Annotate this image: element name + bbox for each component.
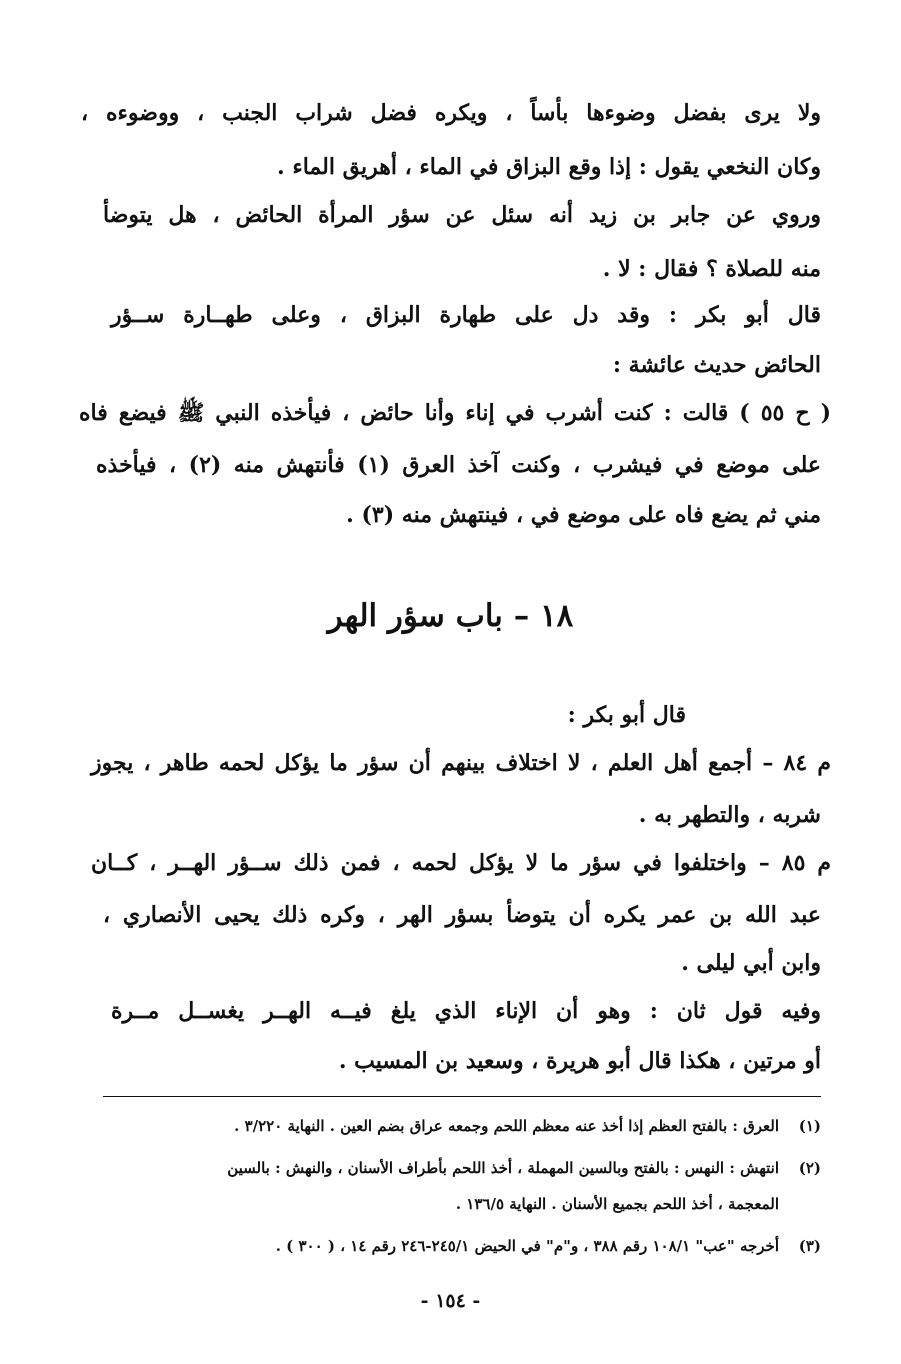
masala-line: م ٨٥ – واختلفوا في سؤر ما لا يؤكل لحمه ، فمن ذلك ســؤر الهــر ، كــان [91, 850, 831, 876]
text-line: وفيه قول ثان : وهو أن الإناء الذي يلغ فيــه الهــر يغســل مــرة [111, 998, 821, 1024]
text-line: قال أبو بكر : [567, 702, 686, 728]
footnote-separator [103, 1096, 821, 1097]
footnote-text: انتهش : النهس : بالفتح وبالسين المهملة ، أخذ اللحم بأطراف الأسنان ، والنهش : بالسين [227, 1159, 779, 1177]
text-line: عبد الله بن عمر يكره أن يتوضأ بسؤر الهر ، وكره ذلك يحيى الأنصاري ، [103, 902, 821, 928]
footnote [85, 1192, 821, 1216]
footnote-number: (٣) [798, 1237, 821, 1255]
text-line: وابن أبي ليلى . [681, 950, 821, 976]
hadith-line: ( ح ٥٥ ) قالت : كنت أشرب في إناء وأنا حائض ، فيأخذه النبي ﷺ فيضع فاه [79, 400, 831, 426]
footnote-text: العرق : بالفتح العظم إذا أخذ عنه معظم اللحم وجمعه عراق بضم العين . النهاية ٣/٢٢٠ . [234, 1117, 779, 1135]
footnote-text: أخرجه "عب" ١٠٨/١ رقم ٣٨٨ ، و"م" في الحيض ٢٤٥/١-٢٤٦ رقم ١٤ ، ( ٣٠٠ ) . [275, 1237, 779, 1255]
text-line: شربه ، والتطهر به . [638, 802, 821, 828]
text-line: أو مرتين ، هكذا قال أبو هريرة ، وسعيد بن المسيب . [338, 1048, 821, 1074]
chapter-heading: ١٨ – باب سؤر الهر [327, 598, 574, 634]
text-line: الحائض حديث عائشة : [612, 352, 821, 378]
footnote [85, 1234, 821, 1258]
text-line: وروي عن جابر بن زيد أنه سئل عن سؤر المرأة الحائض ، هل يتوضأ [103, 202, 821, 228]
text-line: وكان النخعي يقول : إذا وقع البزاق في الماء ، أهريق الماء . [277, 154, 821, 180]
footnote-number: (٢) [798, 1159, 821, 1177]
text-line: قال أبو بكر : وقد دل على طهارة البزاق ، وعلى طهــارة ســؤر [111, 302, 821, 328]
text-line: ولا يرى بفضل وضوءها بأساً ، ويكره فضل شراب الجنب ، ووضوءه ، [81, 100, 821, 126]
masala-line: م ٨٤ – أجمع أهل العلم ، لا اختلاف بينهم أن سؤر ما يؤكل لحمه طاهر ، يجوز [91, 750, 831, 776]
footnote-number: (١) [798, 1117, 821, 1135]
text-line: على موضع في فيشرب ، وكنت آخذ العرق (١) فأنتهش منه (٢) ، فيأخذه [96, 452, 821, 478]
text-line: منه للصلاة ؟ فقال : لا . [602, 256, 821, 282]
footnote [85, 1114, 821, 1138]
text-line: مني ثم يضع فاه على موضع في ، فينتهش منه (٣) . [346, 502, 821, 528]
page-number: - ١٥٤ - [420, 1290, 481, 1312]
footnote-text: المعجمة ، أخذ اللحم بجميع الأسنان . النهاية ١٣٦/٥ . [455, 1195, 779, 1213]
footnote [85, 1156, 821, 1180]
